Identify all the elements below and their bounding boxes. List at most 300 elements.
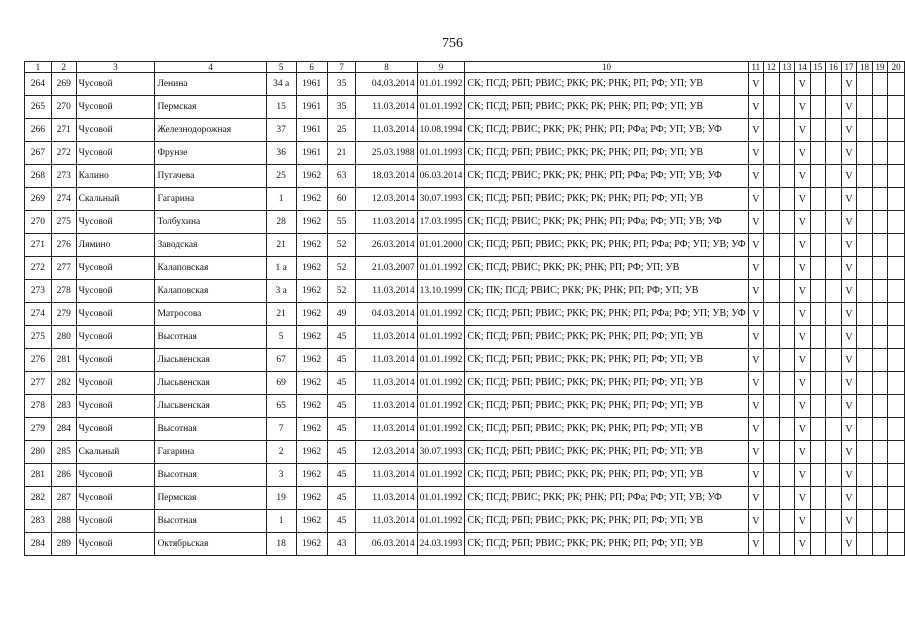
mark-13-cell	[779, 211, 795, 234]
column-header-1: 1	[25, 62, 52, 73]
mark-17-cell: V	[841, 257, 857, 280]
mark-18-cell	[857, 142, 873, 165]
mark-17-cell: V	[841, 303, 857, 326]
mark-11-cell: V	[748, 372, 763, 395]
object-number: 286	[51, 464, 76, 487]
mark-16-cell	[826, 188, 842, 211]
mark-17-cell: V	[841, 395, 857, 418]
mark-18-cell	[857, 96, 873, 119]
column-header-15: 15	[810, 62, 826, 73]
object-number: 269	[51, 73, 76, 96]
mark-20-cell	[888, 349, 905, 372]
column-7-cell: 45	[327, 395, 356, 418]
column-7-cell: 45	[327, 464, 356, 487]
mark-15-cell	[810, 464, 826, 487]
row-number: 283	[25, 510, 52, 533]
table-row	[25, 395, 905, 418]
mark-17-cell: V	[841, 280, 857, 303]
mark-13-cell	[779, 510, 795, 533]
documents-cell: СК; ПСД; РБП; РВИС; РКК; РК; РНК; РП; РФ; УП; УВ	[465, 395, 748, 418]
mark-15-cell	[810, 326, 826, 349]
street-cell: Высотная	[155, 418, 266, 441]
mark-11-cell: V	[748, 349, 763, 372]
date-9-cell: 01.01.1992	[417, 96, 465, 119]
year-cell: 1962	[296, 372, 327, 395]
mark-13-cell	[779, 533, 795, 556]
locality-cell: Чусовой	[76, 349, 155, 372]
date-9-cell: 01.01.1992	[417, 487, 465, 510]
locality-cell: Чусовой	[76, 303, 155, 326]
row-number: 279	[25, 418, 52, 441]
mark-11-cell: V	[748, 188, 763, 211]
column-7-cell: 52	[327, 257, 356, 280]
locality-cell: Скальный	[76, 441, 155, 464]
table-row	[25, 188, 905, 211]
table-row	[25, 510, 905, 533]
row-number: 277	[25, 372, 52, 395]
table-row	[25, 96, 905, 119]
date-8-cell: 11.03.2014	[356, 510, 417, 533]
table-row	[25, 257, 905, 280]
street-cell: Лысьвенская	[155, 395, 266, 418]
object-number: 289	[51, 533, 76, 556]
locality-cell: Чусовой	[76, 142, 155, 165]
locality-cell: Лямино	[76, 234, 155, 257]
house-cell: 67	[266, 349, 296, 372]
mark-17-cell: V	[841, 119, 857, 142]
locality-cell: Чусовой	[76, 326, 155, 349]
house-cell: 3 а	[266, 280, 296, 303]
mark-18-cell	[857, 487, 873, 510]
mark-11-cell: V	[748, 96, 763, 119]
mark-11-cell: V	[748, 280, 763, 303]
documents-cell: СК; ПСД; РБП; РВИС; РКК; РК; РНК; РП; РФ; УП; УВ	[465, 418, 748, 441]
mark-20-cell	[888, 188, 905, 211]
mark-18-cell	[857, 303, 873, 326]
mark-12-cell	[764, 280, 780, 303]
mark-13-cell	[779, 441, 795, 464]
mark-16-cell	[826, 326, 842, 349]
mark-11-cell: V	[748, 234, 763, 257]
mark-13-cell	[779, 395, 795, 418]
mark-16-cell	[826, 464, 842, 487]
mark-13-cell	[779, 372, 795, 395]
mark-16-cell	[826, 510, 842, 533]
column-header-19: 19	[872, 62, 888, 73]
mark-17-cell: V	[841, 510, 857, 533]
mark-19-cell	[872, 510, 888, 533]
mark-12-cell	[764, 142, 780, 165]
table-row	[25, 119, 905, 142]
table-row	[25, 142, 905, 165]
row-number: 265	[25, 96, 52, 119]
mark-11-cell: V	[748, 395, 763, 418]
locality-cell: Чусовой	[76, 418, 155, 441]
mark-15-cell	[810, 234, 826, 257]
year-cell: 1961	[296, 119, 327, 142]
mark-13-cell	[779, 418, 795, 441]
mark-20-cell	[888, 533, 905, 556]
mark-19-cell	[872, 280, 888, 303]
mark-14-cell: V	[795, 326, 811, 349]
year-cell: 1962	[296, 395, 327, 418]
object-number: 284	[51, 418, 76, 441]
mark-20-cell	[888, 464, 905, 487]
mark-12-cell	[764, 165, 780, 188]
date-9-cell: 01.01.1992	[417, 372, 465, 395]
date-9-cell: 01.01.1992	[417, 73, 465, 96]
column-7-cell: 45	[327, 487, 356, 510]
year-cell: 1962	[296, 441, 327, 464]
street-cell: Гагарина	[155, 441, 266, 464]
mark-11-cell: V	[748, 303, 763, 326]
documents-cell: СК; ПСД; РБП; РВИС; РКК; РК; РНК; РП; РФа; РФ; УП; УВ; УФ	[465, 234, 748, 257]
page-number: 756	[442, 36, 463, 51]
mark-13-cell	[779, 487, 795, 510]
mark-11-cell: V	[748, 73, 763, 96]
documents-cell: СК; ПСД; РБП; РВИС; РКК; РК; РНК; РП; РФ; УП; УВ	[465, 326, 748, 349]
locality-cell: Чусовой	[76, 280, 155, 303]
street-cell: Калаповская	[155, 280, 266, 303]
mark-20-cell	[888, 326, 905, 349]
date-9-cell: 01.01.1992	[417, 395, 465, 418]
mark-20-cell	[888, 418, 905, 441]
mark-16-cell	[826, 280, 842, 303]
mark-15-cell	[810, 372, 826, 395]
mark-19-cell	[872, 464, 888, 487]
mark-12-cell	[764, 234, 780, 257]
documents-cell: СК; ПСД; РБП; РВИС; РКК; РК; РНК; РП; РФ; УП; УВ	[465, 188, 748, 211]
mark-20-cell	[888, 234, 905, 257]
row-number: 278	[25, 395, 52, 418]
mark-18-cell	[857, 73, 873, 96]
mark-18-cell	[857, 395, 873, 418]
house-cell: 7	[266, 418, 296, 441]
date-9-cell: 01.01.1992	[417, 464, 465, 487]
row-number: 268	[25, 165, 52, 188]
mark-14-cell: V	[795, 234, 811, 257]
mark-12-cell	[764, 96, 780, 119]
mark-14-cell: V	[795, 257, 811, 280]
mark-18-cell	[857, 257, 873, 280]
mark-15-cell	[810, 96, 826, 119]
street-cell: Заводская	[155, 234, 266, 257]
mark-15-cell	[810, 349, 826, 372]
year-cell: 1962	[296, 510, 327, 533]
date-8-cell: 25.03.1988	[356, 142, 417, 165]
object-number: 270	[51, 96, 76, 119]
mark-15-cell	[810, 119, 826, 142]
documents-cell: СК; ПСД; РБП; РВИС; РКК; РК; РНК; РП; РФ; УП; УВ	[465, 372, 748, 395]
documents-cell: СК; ПК; ПСД; РВИС; РКК; РК; РНК; РП; РФ; УП; УВ	[465, 280, 748, 303]
object-number: 285	[51, 441, 76, 464]
street-cell: Октябрьская	[155, 533, 266, 556]
object-number: 272	[51, 142, 76, 165]
locality-cell: Чусовой	[76, 533, 155, 556]
mark-20-cell	[888, 510, 905, 533]
mark-17-cell: V	[841, 211, 857, 234]
mark-19-cell	[872, 418, 888, 441]
mark-11-cell: V	[748, 441, 763, 464]
mark-15-cell	[810, 418, 826, 441]
documents-cell: СК; ПСД; РБП; РВИС; РКК; РК; РНК; РП; РФа; РФ; УП; УВ; УФ	[465, 303, 748, 326]
locality-cell: Чусовой	[76, 372, 155, 395]
mark-17-cell: V	[841, 326, 857, 349]
mark-19-cell	[872, 257, 888, 280]
mark-14-cell: V	[795, 73, 811, 96]
row-number: 266	[25, 119, 52, 142]
date-8-cell: 06.03.2014	[356, 533, 417, 556]
mark-18-cell	[857, 280, 873, 303]
column-7-cell: 52	[327, 280, 356, 303]
mark-19-cell	[872, 165, 888, 188]
object-number: 273	[51, 165, 76, 188]
mark-19-cell	[872, 372, 888, 395]
house-cell: 5	[266, 326, 296, 349]
mark-12-cell	[764, 418, 780, 441]
date-8-cell: 11.03.2014	[356, 280, 417, 303]
locality-cell: Скальный	[76, 188, 155, 211]
house-cell: 3	[266, 464, 296, 487]
mark-16-cell	[826, 372, 842, 395]
mark-18-cell	[857, 510, 873, 533]
mark-15-cell	[810, 441, 826, 464]
mark-15-cell	[810, 73, 826, 96]
mark-20-cell	[888, 257, 905, 280]
date-8-cell: 04.03.2014	[356, 303, 417, 326]
documents-cell: СК; ПСД; РБП; РВИС; РКК; РК; РНК; РП; РФ; УП; УВ	[465, 533, 748, 556]
documents-cell: СК; ПСД; РБП; РВИС; РКК; РК; РНК; РП; РФ; УП; УВ	[465, 96, 748, 119]
table-row	[25, 73, 905, 96]
house-cell: 69	[266, 372, 296, 395]
mark-14-cell: V	[795, 349, 811, 372]
mark-16-cell	[826, 303, 842, 326]
date-9-cell: 06.03.2014	[417, 165, 465, 188]
table-row	[25, 533, 905, 556]
mark-18-cell	[857, 119, 873, 142]
house-cell: 1 а	[266, 257, 296, 280]
column-header-6: 6	[296, 62, 327, 73]
date-9-cell: 10.08.1994	[417, 119, 465, 142]
year-cell: 1962	[296, 234, 327, 257]
documents-cell: СК; ПСД; РВИС; РКК; РК; РНК; РП; РФа; РФ; УП; УВ; УФ	[465, 165, 748, 188]
house-cell: 15	[266, 96, 296, 119]
mark-18-cell	[857, 418, 873, 441]
mark-20-cell	[888, 73, 905, 96]
header-row	[25, 62, 905, 73]
mark-15-cell	[810, 211, 826, 234]
mark-14-cell: V	[795, 441, 811, 464]
documents-cell: СК; ПСД; РВИС; РКК; РК; РНК; РП; РФа; РФ; УП; УВ; УФ	[465, 487, 748, 510]
mark-16-cell	[826, 119, 842, 142]
table-body	[25, 73, 905, 556]
street-cell: Пермская	[155, 96, 266, 119]
object-number: 287	[51, 487, 76, 510]
mark-19-cell	[872, 326, 888, 349]
mark-13-cell	[779, 234, 795, 257]
date-8-cell: 11.03.2014	[356, 464, 417, 487]
row-number: 272	[25, 257, 52, 280]
house-cell: 1	[266, 188, 296, 211]
row-number: 275	[25, 326, 52, 349]
date-9-cell: 30.07.1993	[417, 441, 465, 464]
date-8-cell: 12.03.2014	[356, 441, 417, 464]
locality-cell: Чусовой	[76, 395, 155, 418]
mark-15-cell	[810, 395, 826, 418]
mark-19-cell	[872, 73, 888, 96]
mark-12-cell	[764, 119, 780, 142]
mark-19-cell	[872, 395, 888, 418]
column-7-cell: 35	[327, 96, 356, 119]
mark-18-cell	[857, 165, 873, 188]
documents-cell: СК; ПСД; РБП; РВИС; РКК; РК; РНК; РП; РФ; УП; УВ	[465, 349, 748, 372]
date-8-cell: 11.03.2014	[356, 326, 417, 349]
house-cell: 1	[266, 510, 296, 533]
mark-11-cell: V	[748, 464, 763, 487]
mark-16-cell	[826, 487, 842, 510]
mark-16-cell	[826, 73, 842, 96]
object-number: 282	[51, 372, 76, 395]
mark-17-cell: V	[841, 487, 857, 510]
street-cell: Лысьвенская	[155, 349, 266, 372]
mark-20-cell	[888, 441, 905, 464]
year-cell: 1962	[296, 211, 327, 234]
mark-15-cell	[810, 188, 826, 211]
object-number: 279	[51, 303, 76, 326]
mark-14-cell: V	[795, 211, 811, 234]
mark-15-cell	[810, 142, 826, 165]
mark-20-cell	[888, 142, 905, 165]
object-number: 274	[51, 188, 76, 211]
locality-cell: Чусовой	[76, 119, 155, 142]
date-9-cell: 30.07.1993	[417, 188, 465, 211]
column-7-cell: 45	[327, 349, 356, 372]
column-7-cell: 45	[327, 372, 356, 395]
mark-12-cell	[764, 349, 780, 372]
date-9-cell: 01.01.1992	[417, 349, 465, 372]
mark-17-cell: V	[841, 234, 857, 257]
house-cell: 28	[266, 211, 296, 234]
mark-12-cell	[764, 326, 780, 349]
mark-13-cell	[779, 303, 795, 326]
table-row	[25, 349, 905, 372]
locality-cell: Чусовой	[76, 510, 155, 533]
column-header-10: 10	[465, 62, 748, 73]
table-row	[25, 280, 905, 303]
locality-cell: Чусовой	[76, 96, 155, 119]
mark-14-cell: V	[795, 142, 811, 165]
year-cell: 1962	[296, 349, 327, 372]
mark-12-cell	[764, 188, 780, 211]
mark-12-cell	[764, 372, 780, 395]
mark-15-cell	[810, 257, 826, 280]
mark-16-cell	[826, 441, 842, 464]
object-number: 277	[51, 257, 76, 280]
mark-17-cell: V	[841, 96, 857, 119]
mark-16-cell	[826, 142, 842, 165]
date-8-cell: 11.03.2014	[356, 119, 417, 142]
date-8-cell: 12.03.2014	[356, 188, 417, 211]
row-number: 276	[25, 349, 52, 372]
date-8-cell: 11.03.2014	[356, 487, 417, 510]
year-cell: 1962	[296, 280, 327, 303]
mark-16-cell	[826, 96, 842, 119]
date-9-cell: 13.10.1999	[417, 280, 465, 303]
street-cell: Пугачева	[155, 165, 266, 188]
mark-12-cell	[764, 211, 780, 234]
mark-12-cell	[764, 395, 780, 418]
mark-17-cell: V	[841, 441, 857, 464]
mark-20-cell	[888, 119, 905, 142]
object-number: 278	[51, 280, 76, 303]
mark-11-cell: V	[748, 211, 763, 234]
mark-18-cell	[857, 188, 873, 211]
column-header-5: 5	[266, 62, 296, 73]
mark-11-cell: V	[748, 142, 763, 165]
locality-cell: Чусовой	[76, 73, 155, 96]
house-cell: 18	[266, 533, 296, 556]
documents-cell: СК; ПСД; РБП; РВИС; РКК; РК; РНК; РП; РФ; УП; УВ	[465, 464, 748, 487]
mark-11-cell: V	[748, 533, 763, 556]
street-cell: Гагарина	[155, 188, 266, 211]
house-cell: 34 а	[266, 73, 296, 96]
mark-14-cell: V	[795, 96, 811, 119]
table-row	[25, 418, 905, 441]
column-7-cell: 55	[327, 211, 356, 234]
column-header-4: 4	[155, 62, 266, 73]
column-7-cell: 45	[327, 441, 356, 464]
mark-13-cell	[779, 280, 795, 303]
documents-cell: СК; ПСД; РБП; РВИС; РКК; РК; РНК; РП; РФ; УП; УВ	[465, 73, 748, 96]
column-header-7: 7	[327, 62, 356, 73]
mark-16-cell	[826, 165, 842, 188]
mark-11-cell: V	[748, 165, 763, 188]
mark-15-cell	[810, 165, 826, 188]
mark-19-cell	[872, 142, 888, 165]
mark-19-cell	[872, 441, 888, 464]
mark-20-cell	[888, 165, 905, 188]
date-8-cell: 11.03.2014	[356, 96, 417, 119]
date-8-cell: 18.03.2014	[356, 165, 417, 188]
locality-cell: Чусовой	[76, 257, 155, 280]
column-header-16: 16	[826, 62, 842, 73]
mark-11-cell: V	[748, 418, 763, 441]
table-row	[25, 234, 905, 257]
mark-16-cell	[826, 533, 842, 556]
mark-20-cell	[888, 487, 905, 510]
row-number: 280	[25, 441, 52, 464]
mark-16-cell	[826, 395, 842, 418]
locality-cell: Чусовой	[76, 211, 155, 234]
column-header-20: 20	[888, 62, 905, 73]
mark-18-cell	[857, 441, 873, 464]
table-row	[25, 303, 905, 326]
mark-12-cell	[764, 533, 780, 556]
house-cell: 36	[266, 142, 296, 165]
table-header	[25, 62, 905, 73]
mark-19-cell	[872, 349, 888, 372]
mark-19-cell	[872, 487, 888, 510]
mark-16-cell	[826, 257, 842, 280]
mark-14-cell: V	[795, 280, 811, 303]
column-header-13: 13	[779, 62, 795, 73]
column-header-9: 9	[417, 62, 465, 73]
mark-16-cell	[826, 234, 842, 257]
row-number: 270	[25, 211, 52, 234]
mark-18-cell	[857, 211, 873, 234]
mark-11-cell: V	[748, 510, 763, 533]
mark-13-cell	[779, 119, 795, 142]
